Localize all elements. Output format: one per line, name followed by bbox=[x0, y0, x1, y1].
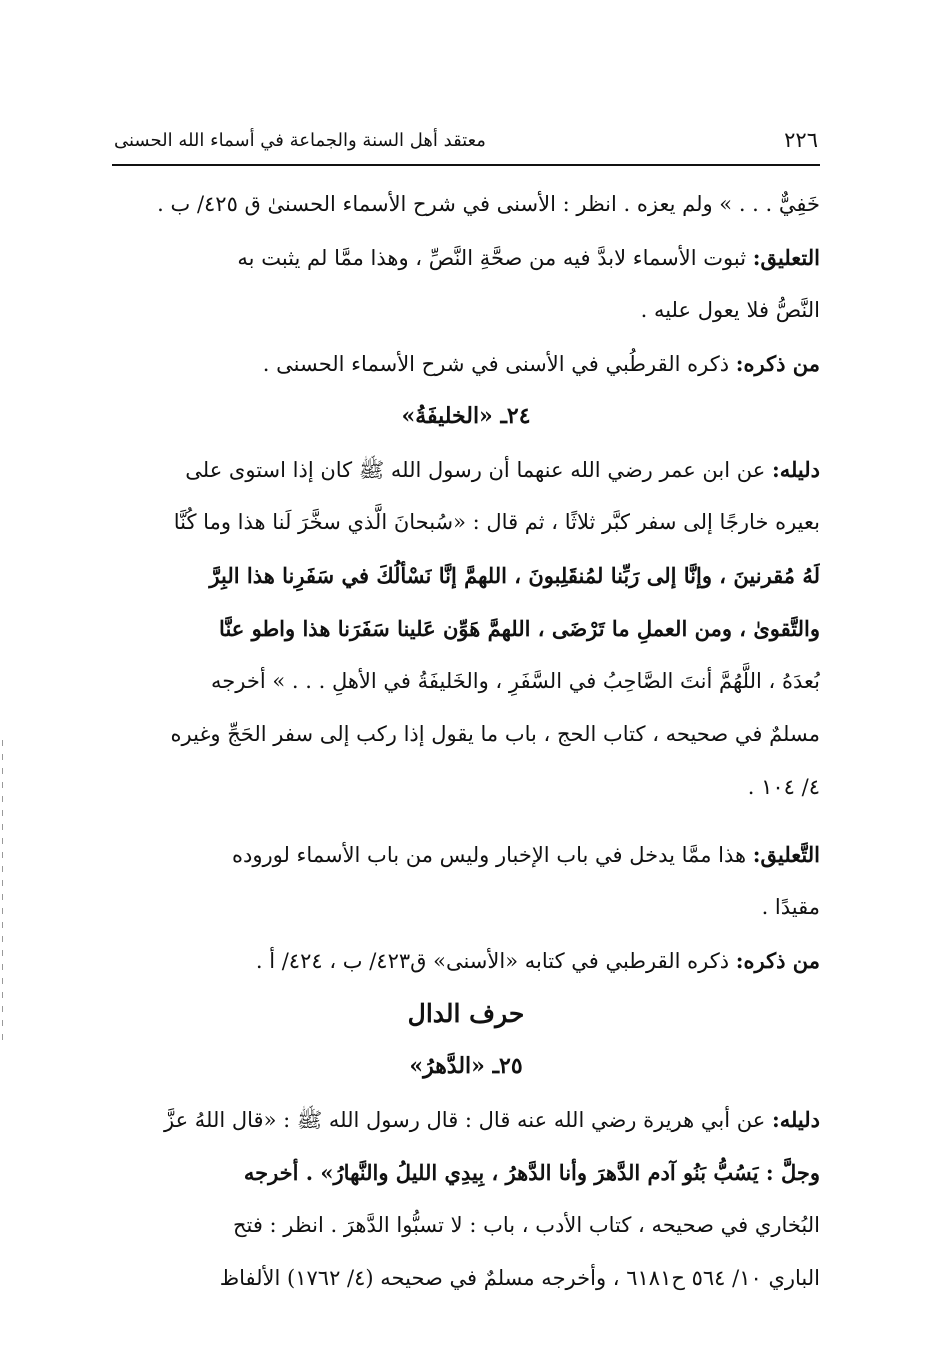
text-line: الباري ١٠/ ٥٦٤ ح٦١٨١ ، وأخرجه مسلمٌ في صحيحه (٤/ ١٧٦٢) الألفاظ bbox=[219, 1266, 820, 1290]
section-heading: حرف الدال bbox=[407, 999, 525, 1028]
source-label: من ذكره: bbox=[735, 948, 820, 973]
text-line: البُخاري في صحيحه ، كتاب الأدب ، باب : لا تسبُّوا الدَّهرَ . انظر : فتح bbox=[232, 1213, 820, 1237]
text-line: مسلمٌ في صحيحه ، كتاب الحج ، باب ما يقول إذا ركب إلى سفر الحَجِّ وغيره bbox=[170, 722, 820, 746]
taliq-label: التَّعليق: bbox=[752, 842, 820, 867]
running-title: معتقد أهل السنة والجماعة في أسماء الله الحسنى bbox=[114, 130, 486, 151]
page-body bbox=[112, 178, 820, 1305]
text-line: ٤/ ١٠٤ . bbox=[747, 775, 820, 799]
dalil-label: دليله: bbox=[771, 457, 820, 482]
text-line: مقيدًا . bbox=[761, 895, 820, 919]
dalil-text: عن أبي هريرة رضي الله عنه قال : قال رسول الله ﷺ : «قال اللهُ عزَّ bbox=[163, 1108, 772, 1132]
dalil-label: دليله: bbox=[771, 1107, 820, 1132]
dalil-paragraph bbox=[112, 1093, 820, 1146]
source-paragraph bbox=[112, 934, 820, 987]
entry-heading-24: ٢٤ـ «الخليفَةُ» bbox=[401, 403, 531, 429]
taliq-paragraph bbox=[112, 231, 820, 284]
scan-margin-mark bbox=[2, 740, 3, 1040]
page-number: ٢٢٦ bbox=[784, 128, 818, 152]
taliq-text: ثبوت الأسماء لابدَّ فيه من صحَّةِ النَّصِّ ، وهذا ممَّا لم يثبت به bbox=[237, 246, 753, 270]
hadith-line: وجلَّ : يَسُبُّ بَنُو آدم الدَّهرَ وأنا الدَّهرُ ، بِيدِي الليلُ والنَّهارُ» . أخرجه bbox=[243, 1160, 820, 1185]
hadith-line: بُعدَهُ ، اللَّهُمَّ أنتَ الصَّاحِبُ في السَّفَرِ ، والخَليفَةُ في الأهلِ . . . » أخرجه bbox=[211, 669, 820, 693]
source-paragraph bbox=[112, 337, 820, 390]
spacer bbox=[112, 814, 820, 828]
hadith-line: والتَّقوىٰ ، ومن العملِ ما تَرْضَى ، اللهمَّ هَوِّن عَلينا سَفَرَنا هذا واطو عنَّا bbox=[219, 616, 820, 641]
dalil-paragraph bbox=[112, 443, 820, 496]
text-line: النَّصُّ فلا يعول عليه . bbox=[640, 298, 820, 322]
dalil-text: عن ابن عمر رضي الله عنهما أن رسول الله ﷺ كان إذا استوى على bbox=[185, 458, 772, 482]
taliq-paragraph bbox=[112, 828, 820, 881]
text-line: بعيره خارجًا إلى سفر كبَّر ثلاثًا ، ثم قال : «سُبحانَ الَّذي سخَّرَ لَنا هذا وما كُنَّا bbox=[173, 510, 820, 534]
source-label: من ذكره: bbox=[735, 351, 820, 376]
source-text: ذكره القرطبي في كتابه «الأسنى» ق٤٢٣/ ب ، ٤٢٤/ أ . bbox=[255, 949, 736, 973]
entry-heading-25: ٢٥ـ «الدَّهرُ» bbox=[409, 1053, 523, 1079]
text-line: خَفِيٌّ . . . » ولم يعزه . انظر : الأسنى في شرح الأسماء الحسنىٰ ق ٤٢٥/ ب . bbox=[157, 192, 820, 216]
taliq-text: هذا ممَّا يدخل في باب الإخبار وليس من باب الأسماء لوروده bbox=[232, 843, 753, 867]
page-header bbox=[112, 124, 820, 166]
hadith-line: لَهُ مُقرنينَ ، وإنَّا إلى رَبِّنا لمُنقَلِبونَ ، اللهمَّ إنَّا نَسْألُكَ في سَفَرِنا هذا البِرَّ bbox=[209, 563, 820, 588]
taliq-label: التعليق: bbox=[752, 245, 820, 270]
source-text: ذكره القرطُبي في الأسنى في شرح الأسماء الحسنى . bbox=[262, 352, 736, 376]
